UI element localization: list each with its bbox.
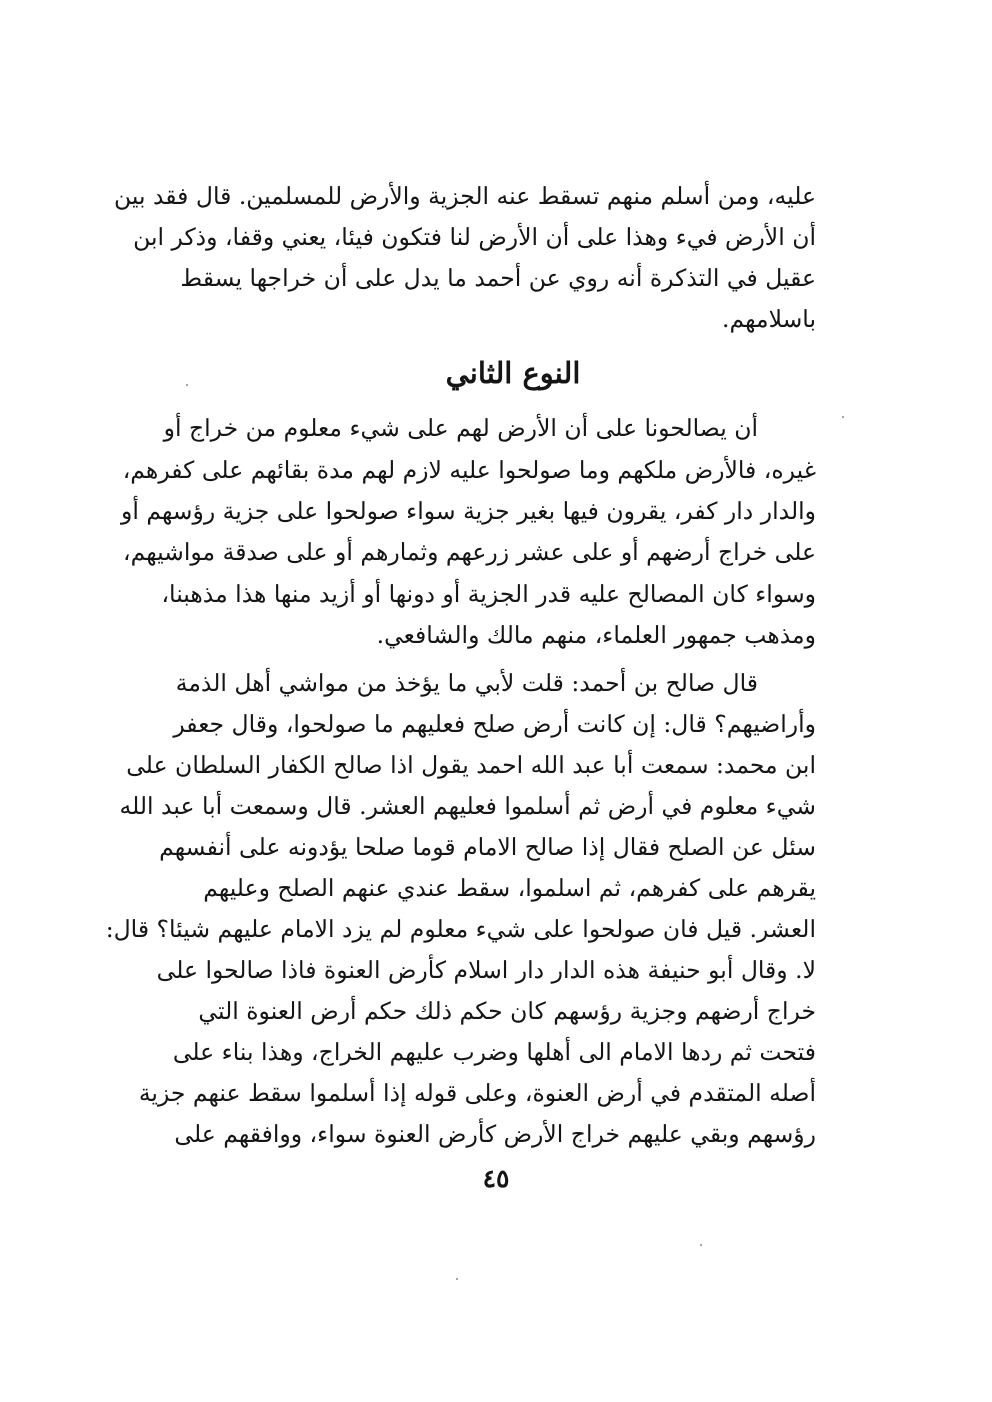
text-line: على خراج أرضهم أو على عشر زرعهم وثمارهم أو على صدقة مواشيهم، [123,538,816,566]
page-number: ٤٥ [482,1164,510,1193]
text-line: قال صالح بن أحمد: قلت لأبي ما يؤخذ من مواشي أهل الذمة [175,669,758,697]
text-line: العشر. قيل فان صولحوا على شيء معلوم لم يزد الامام عليهم شيئا؟ قال: [105,915,816,943]
text-line: عقيل في التذكرة أنه روي عن أحمد ما يدل على أن خراجها يسقط [180,264,816,292]
text-line: خراج أرضهم وجزية رؤسهم كان حكم ذلك حكم أرض العنوة التي [198,997,816,1025]
text-line: رؤسهم وبقي عليهم خراج الأرض كأرض العنوة سواء، ووافقهم على [174,1120,816,1148]
text-line: ابن محمد: سمعت أبا عبد الله احمد يقول اذا صالح الكفار السلطان على [126,751,816,779]
text-line: باسلامهم. [722,305,816,333]
text-line: أن الأرض فيء وهذا على أن الأرض لنا فتكون فيئا، يعني وقفا، وذكر ابن [133,223,816,251]
text-line: يقرهم على كفرهم، ثم اسلموا، سقط عندي عنهم الصلح وعليهم [203,874,816,902]
text-line: وأراضيهم؟ قال: إن كانت أرض صلح فعليهم ما صولحوا، وقال جعفر [173,710,816,738]
text-line: فتحت ثم ردها الامام الى أهلها وضرب عليهم الخراج، وهذا بناء على [172,1038,816,1066]
text-line: غيره، فالأرض ملكهم وما صولحوا عليه لازم لهم مدة بقائهم على كفرهم، [122,456,816,484]
text-line: وسواء كان المصالح عليه قدر الجزية أو دونها أو أزيد منها هذا مذهبنا، [161,580,816,608]
text-line: عليه، ومن أسلم منهم تسقط عنه الجزية والأرض للمسلمين. قال فقد بين [113,182,816,210]
text-line: أن يصالحونا على أن الأرض لهم على شيء معلوم من خراج أو [163,414,758,442]
text-line: ومذهب جمهور العلماء، منهم مالك والشافعي. [376,621,816,649]
text-line: أصله المتقدم في أرض العنوة، وعلى قوله إذا أسلموا سقط عنهم جزية [138,1079,816,1107]
text-line: شيء معلوم في أرض ثم أسلموا فعليهم العشر. قال وسمعت أبا عبد الله [119,792,816,820]
scan-speck [700,1244,702,1246]
section-heading: النوع الثاني [445,356,581,390]
text-line: سئل عن الصلح فقال إذا صالح الامام قوما صلحا يؤدونه على أنفسهم [159,833,816,861]
text-line: لا. وقال أبو حنيفة هذه الدار دار اسلام كأرض العنوة فاذا صالحوا على [156,956,816,984]
text-line: والدار دار كفر، يقرون فيها بغير جزية سواء صولحوا على جزية رؤسهم أو [120,497,816,525]
scan-speck [186,384,188,386]
scan-speck [456,1278,458,1280]
scan-speck [842,416,844,418]
